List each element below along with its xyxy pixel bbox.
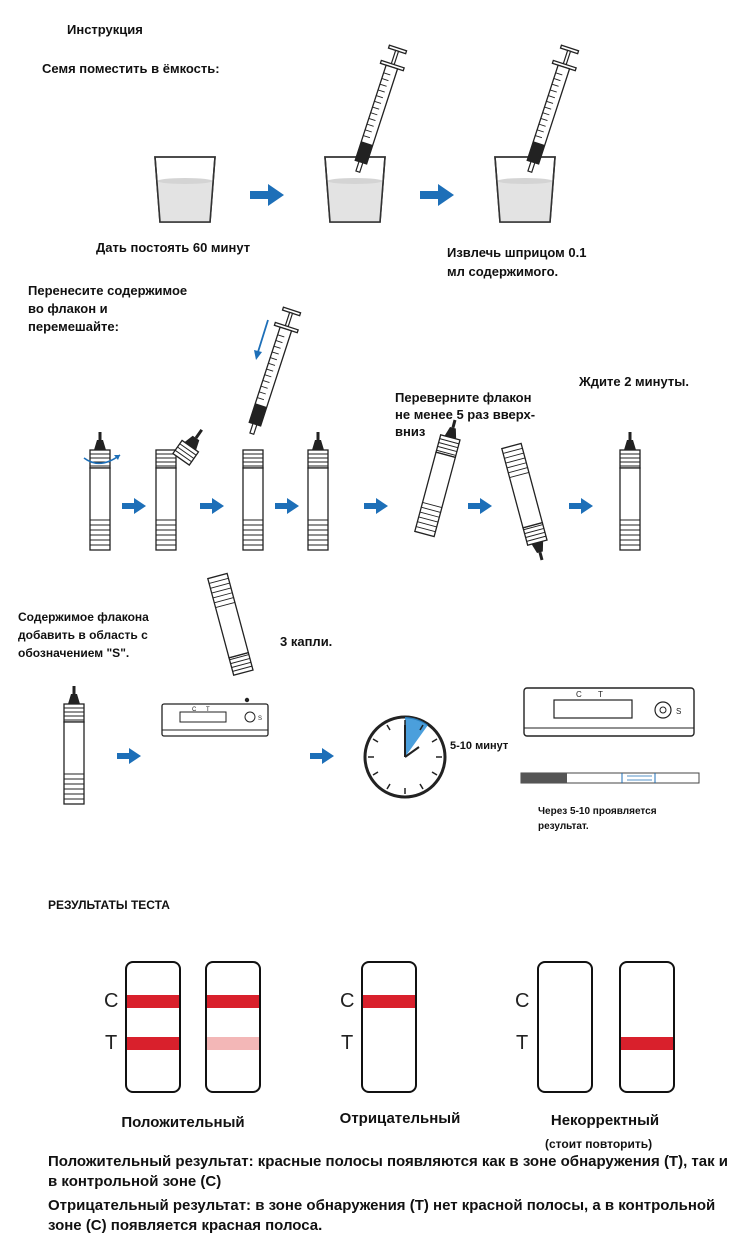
cassette-2-t: T bbox=[598, 690, 603, 699]
cassette-1-s: S bbox=[258, 716, 263, 722]
dropper-vial bbox=[208, 573, 253, 675]
cassette-1-t: T bbox=[206, 707, 210, 713]
inv-t-label: T bbox=[516, 1032, 529, 1054]
arrow-9 bbox=[117, 748, 141, 764]
strip-invalid-1 bbox=[538, 962, 592, 1092]
strip-negative bbox=[362, 962, 416, 1092]
negative-caption: Отрицательный bbox=[339, 1110, 461, 1127]
step-transfer-line2: во флакон и bbox=[28, 301, 108, 316]
arrow-8 bbox=[569, 498, 593, 514]
step-wait-text: Дать постоять 60 минут bbox=[96, 240, 251, 255]
arrow-4 bbox=[200, 498, 224, 514]
cassette-1 bbox=[162, 704, 268, 736]
step-add-line2: добавить в область с bbox=[18, 628, 148, 642]
strip-invalid-2 bbox=[620, 962, 674, 1092]
invalid-note: (стоит повторить) bbox=[545, 1137, 653, 1151]
vial-tilted-2 bbox=[502, 443, 552, 562]
cap-removed bbox=[173, 424, 210, 465]
cassette-1-c: C bbox=[192, 707, 197, 713]
syringe-2 bbox=[518, 44, 581, 175]
timer-label: 5-10 минут bbox=[450, 740, 509, 752]
arrow-2 bbox=[420, 184, 454, 206]
drop bbox=[245, 698, 249, 702]
cassette-2 bbox=[524, 688, 694, 736]
syringe-1 bbox=[346, 44, 409, 175]
positive-description: Положительный результат: красные полосы появляются как в зоне обнаружения (T), так и в контрольной зоне (C) bbox=[48, 1153, 729, 1191]
step-extract-line1: Извлечь шприцом 0.1 bbox=[447, 245, 587, 260]
arrow-10 bbox=[310, 748, 334, 764]
pos-t-label: T bbox=[105, 1032, 118, 1054]
neg-c-label: C bbox=[340, 990, 355, 1012]
invalid-caption: Некорректный bbox=[550, 1112, 660, 1129]
positive-caption: Положительный bbox=[121, 1114, 245, 1131]
page-title: Инструкция bbox=[67, 22, 143, 37]
step-flip-line1: Переверните флакон bbox=[395, 390, 532, 405]
step-transfer-line1: Перенесите содержимое bbox=[28, 283, 188, 298]
vial-5 bbox=[620, 432, 640, 550]
step-wait2-text: Ждите 2 минуты. bbox=[579, 374, 689, 389]
negative-description: Отрицательный результат: в зоне обнаружения (T) нет красной полосы, а в контрольной зоне (C) появляется красная полоса. bbox=[48, 1197, 716, 1235]
arrow-7 bbox=[468, 498, 492, 514]
step-flip-line3: вниз bbox=[395, 424, 426, 439]
results-heading: РЕЗУЛЬТАТЫ ТЕСТА bbox=[48, 898, 170, 912]
step-drops-text: 3 капли. bbox=[280, 634, 333, 649]
cassette-2-c: C bbox=[576, 690, 582, 699]
result-line1: Через 5-10 проявляется bbox=[538, 806, 657, 817]
cup-3 bbox=[495, 157, 555, 222]
timer-icon bbox=[365, 717, 445, 797]
step-flip-line2: не менее 5 раз вверх- bbox=[395, 407, 536, 422]
strip-positive-1 bbox=[126, 962, 180, 1092]
cassette-2-s: S bbox=[676, 707, 682, 716]
syringe-3 bbox=[240, 306, 303, 437]
pos-c-label: C bbox=[104, 990, 119, 1012]
arrow-3 bbox=[122, 498, 146, 514]
step-extract-line2: мл содержимого. bbox=[447, 264, 559, 279]
vial-4 bbox=[308, 432, 328, 550]
arrow-6 bbox=[364, 498, 388, 514]
step-add-line1: Содержимое флакона bbox=[18, 610, 149, 624]
step-transfer-line3: перемешайте: bbox=[28, 319, 119, 334]
vial-tilted-1 bbox=[415, 417, 465, 536]
vial-6 bbox=[64, 686, 84, 804]
step-add-line3: обозначением "S". bbox=[18, 646, 130, 660]
step-place-text: Семя поместить в ёмкость: bbox=[42, 61, 220, 76]
vial-1 bbox=[90, 432, 110, 550]
inv-c-label: C bbox=[515, 990, 530, 1012]
strip-positive-2 bbox=[206, 962, 260, 1092]
neg-t-label: T bbox=[341, 1032, 354, 1054]
cup-2 bbox=[325, 157, 385, 222]
result-line2: результат. bbox=[538, 821, 589, 832]
arrow-5 bbox=[275, 498, 299, 514]
down-arrow bbox=[258, 320, 268, 352]
vial-2 bbox=[156, 450, 176, 550]
test-strip bbox=[521, 773, 699, 783]
arrow-1 bbox=[250, 184, 284, 206]
vial-3 bbox=[243, 450, 263, 550]
cup-1 bbox=[155, 157, 215, 222]
